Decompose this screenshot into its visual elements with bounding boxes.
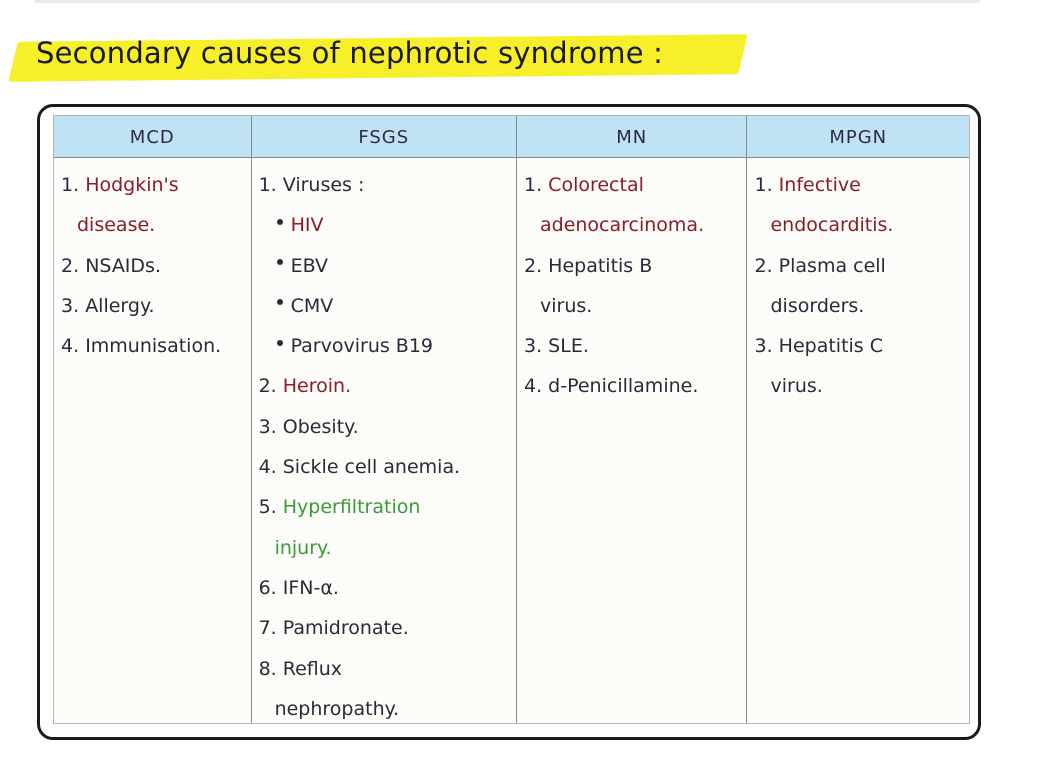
list-item-number: 6. <box>258 576 277 599</box>
list-item <box>259 494 516 534</box>
column-header-mpgn: MPGN <box>747 116 969 158</box>
list-item <box>61 333 251 373</box>
list-item <box>754 333 969 373</box>
list-item <box>524 253 747 293</box>
column-body-fsgs <box>252 158 516 736</box>
column-body-mpgn <box>747 158 969 414</box>
list-item-text: Hodgkin's <box>85 174 179 196</box>
list-item <box>524 172 747 212</box>
bullet-icon <box>277 299 283 305</box>
list-item-text: nephropathy. <box>274 697 400 720</box>
list-item <box>259 615 516 655</box>
list-item-number: 1. <box>754 174 773 196</box>
list-item-text: disease. <box>77 214 156 237</box>
column-mcd <box>54 116 252 723</box>
list-item <box>259 172 516 212</box>
top-divider <box>34 0 980 3</box>
bullet-icon <box>277 259 283 265</box>
list-item <box>259 454 516 494</box>
list-item-number: 7. <box>258 617 277 640</box>
list-item <box>259 535 516 575</box>
list-item-text: Plasma cell <box>778 254 886 277</box>
list-item <box>524 373 747 413</box>
list-item-text: disorders. <box>770 294 865 317</box>
column-body-mn <box>517 158 747 414</box>
list-item <box>61 293 251 333</box>
list-item-number: 1. <box>61 174 80 196</box>
list-item-number: 8. <box>258 657 277 680</box>
list-item <box>754 212 969 252</box>
list-item <box>259 293 516 333</box>
list-item-text: injury. <box>274 536 332 559</box>
list-item <box>259 656 516 696</box>
list-item-text: Hepatitis C <box>778 335 884 358</box>
list-item-text: Hyperfiltration <box>282 496 421 519</box>
list-item-text: Reflux <box>282 657 343 680</box>
list-item <box>259 333 516 373</box>
list-item <box>259 212 516 252</box>
list-item <box>754 172 969 212</box>
column-mn <box>517 116 748 723</box>
list-item-text: endocarditis. <box>770 214 894 237</box>
list-item-text: SLE. <box>548 335 589 358</box>
list-item-number: 2. <box>754 254 773 277</box>
list-item <box>754 373 969 413</box>
list-item <box>259 253 516 293</box>
list-item-text: Allergy. <box>85 294 155 317</box>
list-item <box>259 373 516 413</box>
list-item <box>259 696 516 736</box>
causes-table <box>53 115 970 724</box>
column-fsgs <box>252 116 517 723</box>
list-item-text: d-Penicillamine. <box>548 375 699 398</box>
column-header-mn: MN <box>517 116 747 158</box>
column-body-mcd <box>54 158 251 373</box>
list-item-text: HIV <box>290 214 324 237</box>
list-item-number: 4. <box>523 375 543 398</box>
list-item-number: 2. <box>61 254 80 277</box>
list-item <box>754 293 969 333</box>
list-item <box>259 414 516 454</box>
list-item-text: Infective <box>778 174 861 196</box>
title-banner <box>14 34 744 80</box>
list-item-text: virus. <box>539 294 593 317</box>
list-item-number: 3. <box>258 415 277 438</box>
list-item-number: 2. <box>258 375 277 398</box>
list-item-text: Viruses : <box>282 174 365 196</box>
list-item <box>524 293 747 333</box>
list-item-text: Heroin. <box>282 375 352 398</box>
list-item <box>524 212 747 252</box>
column-header-mcd: MCD <box>54 116 251 158</box>
column-mpgn <box>747 116 969 723</box>
page-title: Secondary causes of nephrotic syndrome : <box>36 36 664 70</box>
bullet-icon <box>277 219 283 225</box>
list-item-text: virus. <box>770 375 823 398</box>
list-item <box>259 575 516 615</box>
list-item-text: Obesity. <box>282 415 359 438</box>
list-item-text: Sickle cell anemia. <box>282 456 461 479</box>
list-item <box>61 172 251 212</box>
list-item-text: EBV <box>290 254 329 277</box>
list-item-number: 1. <box>523 174 543 196</box>
list-item <box>61 212 251 252</box>
list-item-text: Hepatitis B <box>548 254 653 277</box>
list-item-number: 4. <box>258 456 277 479</box>
list-item-number: 4. <box>61 335 80 358</box>
list-item <box>754 253 969 293</box>
list-item-text: adenocarcinoma. <box>539 214 705 237</box>
list-item-number: 5. <box>258 496 277 519</box>
list-item-number: 3. <box>754 335 773 358</box>
list-item-text: CMV <box>290 294 334 317</box>
list-item-text: Immunisation. <box>85 335 222 358</box>
bullet-icon <box>277 340 283 346</box>
list-item-text: IFN-α. <box>282 576 339 599</box>
list-item-text: Parvovirus B19 <box>290 335 434 358</box>
list-item-text: Colorectal <box>548 174 644 196</box>
list-item-number: 3. <box>61 294 80 317</box>
list-item-number: 3. <box>523 335 543 358</box>
list-item-number: 1. <box>258 174 277 196</box>
list-item-text: NSAIDs. <box>85 254 161 277</box>
list-item-text: Pamidronate. <box>282 617 409 640</box>
list-item <box>61 253 251 293</box>
list-item-number: 2. <box>523 254 543 277</box>
column-header-fsgs: FSGS <box>252 116 516 158</box>
list-item <box>524 333 747 373</box>
